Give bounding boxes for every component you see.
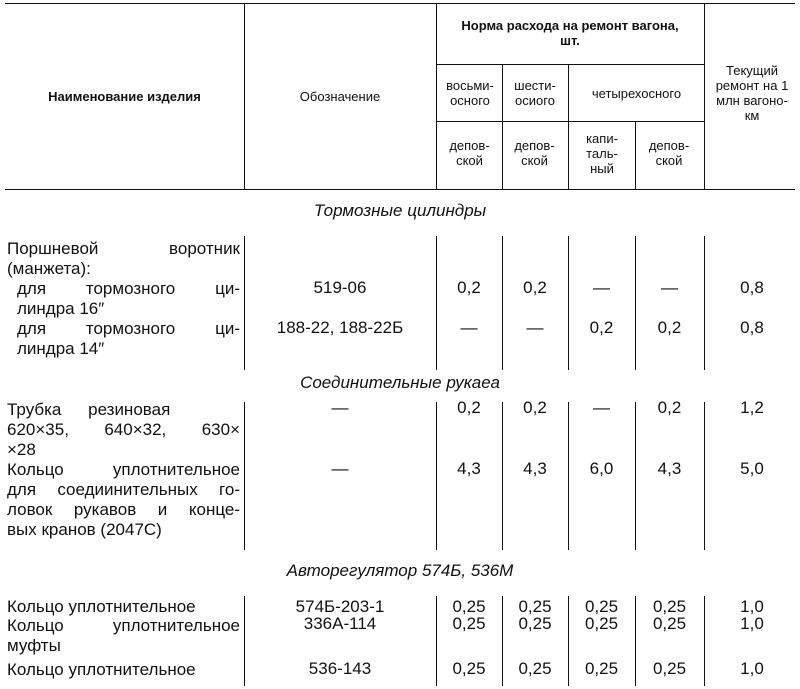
header-divider-5 bbox=[635, 121, 636, 189]
value-cell: 6,0 bbox=[589, 459, 614, 478]
value-cell: 5,0 bbox=[740, 459, 764, 478]
value-cell: 0,25 bbox=[452, 597, 486, 616]
value-cell: 0,25 bbox=[452, 614, 486, 633]
designation-cell: 336А-114 bbox=[303, 614, 377, 633]
value-cell: 0,25 bbox=[518, 659, 552, 678]
value-cell: 0,2 bbox=[457, 398, 481, 417]
header-depot-6: депов-ской bbox=[514, 138, 555, 168]
value-cell: 1,0 bbox=[740, 597, 764, 616]
header-norm-group: Норма расхода на ремонт вагона, шт. bbox=[461, 18, 679, 48]
item-name-line: ×28 bbox=[7, 440, 36, 459]
header-name-col: Наименование изделия bbox=[48, 89, 201, 104]
item-name-line: вых кранов (2047С) bbox=[7, 520, 162, 539]
value-cell: 0,2 bbox=[457, 278, 481, 297]
designation-cell: 536-143 bbox=[308, 659, 372, 678]
section-title: Тормозные цилиндры bbox=[313, 201, 487, 220]
value-cell: — bbox=[460, 318, 478, 337]
section-title: Соединительные рукаеа bbox=[300, 373, 500, 392]
value-cell: — bbox=[661, 278, 678, 297]
item-name-line: для тормозного ци- bbox=[17, 319, 240, 338]
value-cell: 4,3 bbox=[523, 459, 547, 478]
item-name-line: ловок рукавов и конце- bbox=[7, 500, 240, 519]
header-divider-2 bbox=[436, 3, 437, 189]
item-name-line: муфты bbox=[7, 636, 61, 655]
designation-cell: 188-22, 188-22Б bbox=[276, 318, 404, 337]
value-cell: 0,8 bbox=[740, 278, 764, 297]
header-bottom-rule bbox=[5, 189, 795, 190]
item-name-line: для соедиинительных го- bbox=[7, 480, 240, 499]
header-divider-3 bbox=[502, 64, 503, 189]
item-name-line: для тормозного ци- bbox=[17, 279, 240, 298]
designation-cell: — bbox=[331, 398, 349, 417]
value-cell: 0,2 bbox=[589, 318, 614, 337]
section-title: Авторегулятор 574Б, 536М bbox=[286, 561, 514, 580]
norm-group-rule bbox=[436, 64, 704, 65]
designation-cell: 574Б-203-1 bbox=[295, 597, 385, 616]
header-eight-axle: восьми-осного bbox=[446, 78, 494, 108]
table-top-rule bbox=[5, 3, 795, 4]
item-name-line: линдра 14″ bbox=[17, 339, 105, 358]
header-divider-4 bbox=[568, 64, 569, 189]
value-cell: 0,8 bbox=[740, 318, 764, 337]
value-cell: 0,25 bbox=[652, 597, 687, 616]
value-cell: — bbox=[593, 398, 610, 417]
value-cell: — bbox=[526, 318, 544, 337]
value-cell: 0,25 bbox=[518, 597, 552, 616]
designation-cell: 519-06 bbox=[313, 278, 367, 297]
item-name-line: (манжета): bbox=[7, 259, 91, 278]
header-depot-8: депов-ской bbox=[449, 138, 490, 168]
item-name-line: Кольцо уплотнительное bbox=[7, 460, 240, 479]
value-cell: — bbox=[593, 278, 610, 297]
value-cell: 0,2 bbox=[523, 278, 547, 297]
header-capital-4: капи-таль-ный bbox=[586, 131, 618, 176]
designation-cell: — bbox=[331, 459, 349, 478]
value-cell: 0,2 bbox=[657, 318, 682, 337]
item-name-line: линдра 16″ bbox=[17, 299, 105, 318]
item-name-line: Кольцо уплотнительное bbox=[7, 660, 196, 679]
item-name-line: Трубка резиновая bbox=[7, 400, 171, 419]
value-cell: 0,25 bbox=[584, 597, 619, 616]
header-four-axle: четырехосного bbox=[591, 86, 682, 101]
item-name-line: Поршневой воротник bbox=[7, 239, 240, 258]
value-cell: 1,0 bbox=[740, 614, 764, 633]
item-name-line: Кольцо уплотнительное bbox=[7, 597, 196, 616]
header-six-axle: шести-осиого bbox=[514, 78, 556, 108]
value-cell: 0,25 bbox=[584, 614, 619, 633]
value-cell: 4,3 bbox=[657, 459, 682, 478]
item-name-line: 620×35, 640×32, 630× bbox=[7, 420, 240, 439]
axle-row-rule bbox=[436, 121, 704, 122]
value-cell: 0,25 bbox=[518, 614, 552, 633]
value-cell: 1,0 bbox=[740, 659, 764, 678]
header-designation-col: Обозначение bbox=[299, 89, 381, 104]
value-cell: 0,25 bbox=[584, 659, 619, 678]
value-cell: 0,2 bbox=[657, 398, 682, 417]
item-name-line: Кольцо уплотнительное bbox=[7, 616, 240, 635]
header-depot-4: депов-ской bbox=[648, 138, 690, 168]
value-cell: 4,3 bbox=[457, 459, 481, 478]
value-cell: 0,25 bbox=[652, 614, 687, 633]
value-cell: 0,25 bbox=[652, 659, 687, 678]
value-cell: 1,2 bbox=[740, 398, 764, 417]
value-cell: 0,2 bbox=[523, 398, 547, 417]
header-divider-6 bbox=[704, 3, 705, 189]
value-cell: 0,25 bbox=[452, 659, 486, 678]
header-current-repair: Текущий ремонт на 1 млн вагоно-км bbox=[715, 63, 789, 123]
